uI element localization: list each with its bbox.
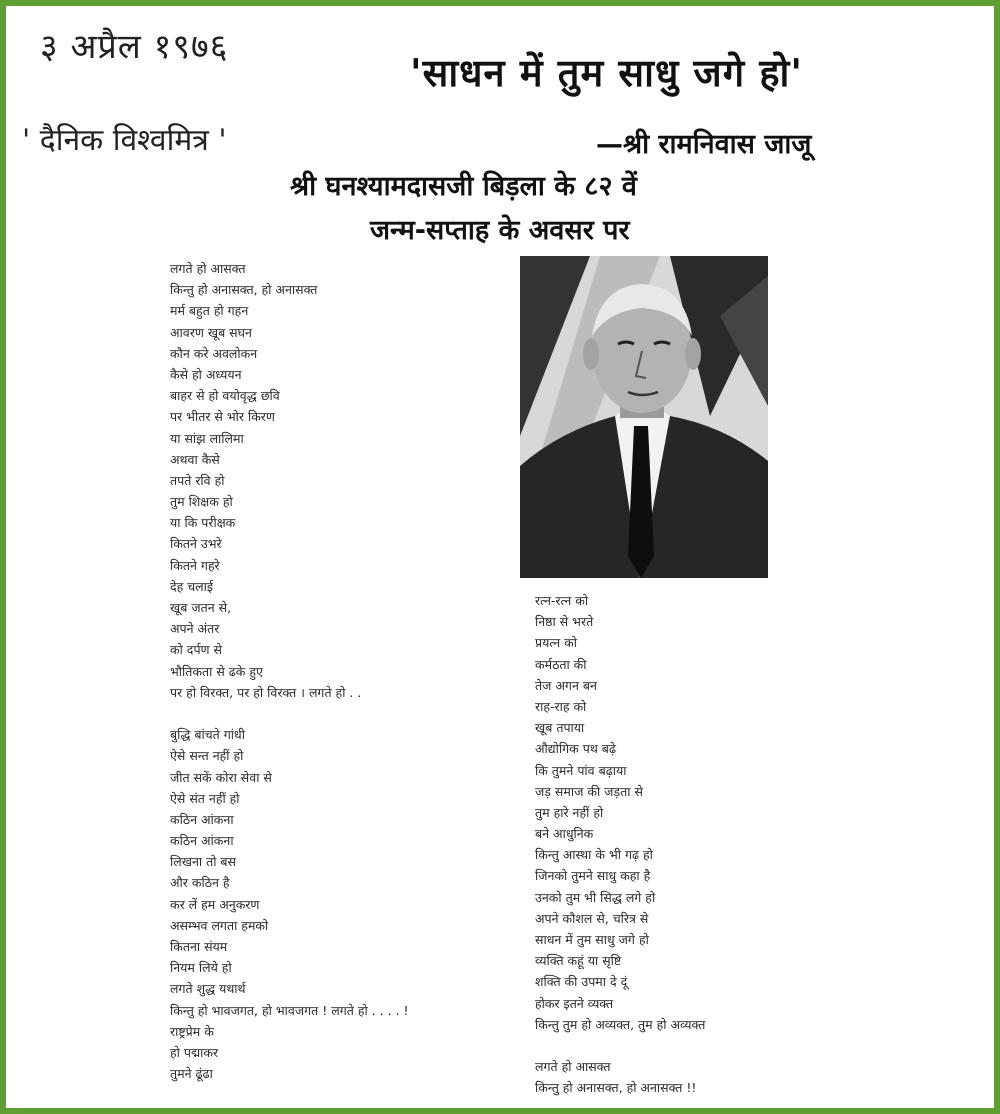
poem-line: हो पद्माकर: [170, 1044, 219, 1060]
poem-line: आवरण खूब सघन: [170, 324, 252, 340]
poem-line: पर हो विरक्त, पर हो विरक्त । लगते हो . .: [170, 684, 362, 700]
poem-line: उनको तुम भी सिद्ध लगे हो: [535, 889, 656, 905]
poem-line: तपते रवि हो: [170, 472, 225, 488]
poem-line: तुम हारे नहीं हो: [535, 804, 604, 820]
poem-line: कितना संयम: [170, 939, 228, 954]
poem-line: कितने गहरे: [170, 557, 220, 573]
poem-line: अपने कौशल से, चरित्र से: [535, 910, 649, 926]
poem-line: तुम शिक्षक हो: [170, 494, 233, 510]
poem-line: किन्तु हो अनासक्त, हो अनासक्त: [170, 282, 318, 298]
handwritten-newspaper-name: ' दैनिक विश्वमित्र ': [22, 123, 227, 158]
poem-line: कठिन आंकना: [170, 811, 234, 827]
poem-line: लगते हो आसक्त: [535, 1059, 611, 1075]
poem-line: खूब तपाया: [535, 720, 585, 736]
poem-title: 'साधन में तुम साधु जगे हो': [410, 51, 804, 95]
poem-line: कौन करे अवलोकन: [170, 345, 258, 361]
occasion-line-1: श्री घनश्यामदासजी बिड़ला के ८२ वें: [290, 171, 637, 202]
poem-line: असम्भव लगता हमको: [170, 917, 269, 933]
poem-line: कितने उभरे: [170, 536, 222, 552]
poem-line: औद्योगिक पथ बढ़े: [535, 741, 616, 757]
poem-line: बने आधुनिक: [535, 826, 594, 842]
portrait-photo: [520, 256, 768, 578]
poem-line: निष्ठा से भरते: [535, 614, 594, 630]
poem-line: कर लें हम अनुकरण: [170, 896, 260, 912]
poem-line: ऐसे सन्त नहीं हो: [170, 748, 244, 764]
occasion-line-2: जन्म-सप्ताह के अवसर पर: [370, 215, 630, 246]
poem-line: कठिन आंकना: [170, 833, 234, 849]
poem-line: शक्ति की उपमा दे दूं: [535, 974, 628, 990]
poem-line: साधन में तुम साधु जगे हो: [535, 932, 649, 947]
poem-line: पर भीतर से भोर किरण: [170, 409, 275, 425]
poem-line: लगते हो आसक्त: [170, 261, 246, 276]
poem-line: अथवा कैसे: [170, 451, 220, 467]
poem-line: तुमने ढूंढा: [170, 1066, 213, 1082]
poem-line: बाहर से हो वयोवृद्ध छवि: [170, 388, 280, 404]
poem-line: जड़ समाज की जड़ता से: [535, 783, 643, 799]
poem-line: या कि परीक्षक: [170, 515, 236, 531]
poem-line: व्यक्ति कहूं या सृष्टि: [535, 953, 622, 969]
poem-line: राह-राह को: [535, 698, 587, 714]
handwritten-date: ३ अप्रैल १९७६: [40, 27, 229, 67]
poem-line: लिखना तो बस: [170, 854, 237, 870]
poem-line: जिनको तुमने साधु कहा है: [535, 868, 651, 884]
poem-line: को दर्पण से: [170, 642, 223, 658]
poem-line: कर्मठता की: [535, 656, 587, 672]
poem-line: बुद्धि बांचते गांधी: [170, 727, 245, 743]
poem-right-column: [535, 590, 705, 1099]
poem-author: —श्री रामनिवास जाजू: [596, 129, 812, 160]
poem-line: किन्तु हो भावजगत, हो भावजगत ! लगते हो . . . . !: [170, 1002, 409, 1018]
poem-line: कैसे हो अध्ययन: [170, 366, 242, 382]
poem-line: ऐसे संत नहीं हो: [170, 790, 240, 806]
poem-line: होकर इतने व्यक्त: [535, 995, 614, 1011]
poem-line: और कठिन है: [170, 875, 230, 891]
poem-line: या सांझ लालिमा: [170, 430, 244, 446]
poem-line: किन्तु हो अनासक्त, हो अनासक्त !!: [535, 1080, 697, 1096]
poem-line: मर्म बहुत हो गहन: [170, 303, 249, 319]
poem-line: किन्तु तुम हो अव्यक्त, तुम हो अव्यक्त: [535, 1016, 706, 1032]
poem-line: अपने अंतर: [170, 621, 220, 637]
poem-line: प्रयत्न को: [535, 635, 577, 651]
poem-line: [535, 1035, 705, 1056]
poem-line: तेज अगन बन: [535, 677, 597, 693]
poem-line: लगते शुद्ध यथार्थ: [170, 981, 246, 997]
poem-line: देह चलाई: [170, 578, 214, 594]
poem-line: रत्न-रत्न को: [535, 593, 589, 608]
poem-line: नियम लिये हो: [170, 960, 232, 976]
poem-line: भौतिकता से ढके हुए: [170, 663, 263, 679]
poem-line: जीत सकें कोरा सेवा से: [170, 769, 272, 785]
poem-left-column: [170, 258, 408, 1084]
poem-line: खूब जतन से,: [170, 600, 232, 615]
poem-line: राष्ट्रप्रेम के: [170, 1023, 214, 1039]
poem-line: कि तुमने पांव बढ़ाया: [535, 762, 627, 778]
poem-line: [170, 703, 408, 724]
poem-line: किन्तु आस्था के भी गढ़ हो: [535, 847, 653, 863]
